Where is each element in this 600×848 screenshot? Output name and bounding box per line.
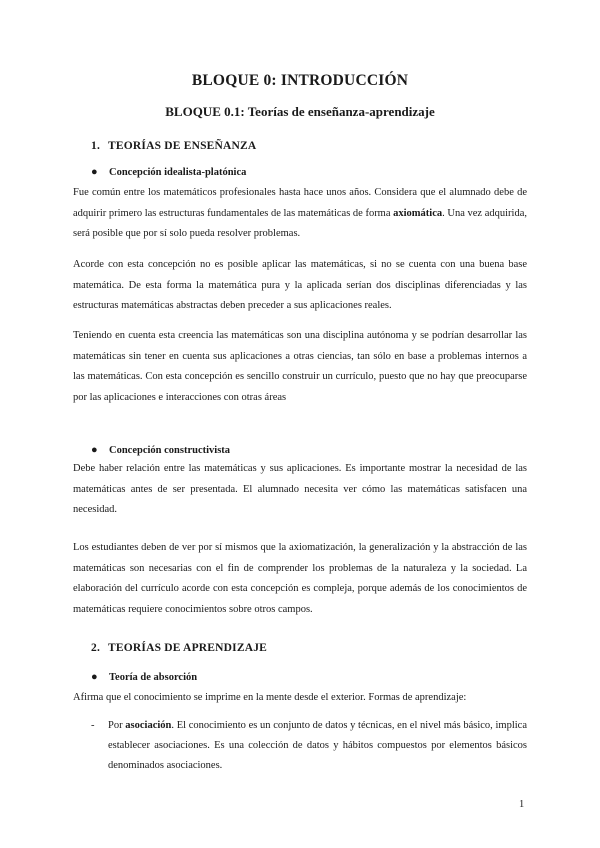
section-2-number: 2. (91, 642, 101, 654)
section-2-title: TEORÍAS DE APRENDIZAJE (108, 642, 268, 654)
paragraph-constructivista-2: Los estudiantes deben de ver por sí mismos que la axiomatización, la generalización y la abstracción de las matemáticas son necesarias con el fin de comprender los problemas de la naturaleza y la sociedad. La elaboración del currículo acorde con esta concepción es compleja, porque además de los conocimientos de matemáticas requiere conocimientos sobre otros campos. (73, 542, 527, 615)
document-title: BLOQUE 0: INTRODUCCIÓN (191, 72, 409, 89)
bold-term: axiomática (393, 207, 443, 219)
bullet-label: Concepción constructivista (109, 445, 231, 456)
paragraph-idealista-1: Fue común entre los matemáticos profesionales hasta hace unos años. Considera que el alumnado debe de adquirir primero las estructuras fundamentales de las matemáticas de forma axiomática. Una vez adquirida, será posible que por sí solo pueda resolver problemas. (73, 187, 527, 239)
bullet-icon: ● (91, 444, 98, 456)
list-item-text: Por asociación. El conocimiento es un conjunto de datos y técnicas, en el nivel más básico, implica establecer asociaciones. Es una colección de datos y hábitos compuestos por elementos básicos denominados asociaciones. (108, 720, 527, 771)
bullet-label: Teoría de absorción (109, 672, 198, 683)
bullet-label: Concepción idealista-platónica (109, 167, 247, 178)
bullet-icon: ● (91, 166, 98, 178)
paragraph-absorcion-1: Afirma que el conocimiento se imprime en la mente desde el exterior. Formas de aprendizaje: (73, 692, 467, 703)
bullet-icon: ● (91, 671, 98, 683)
section-1-title: TEORÍAS DE ENSEÑANZA (108, 140, 257, 152)
paragraph-idealista-2: Acorde con esta concepción no es posible aplicar las matemáticas, si no se cuenta con una buena base matemática. De esta forma la matemática pura y la aplicada serían dos disciplinas diferenciadas y las estructuras matemáticas abstractas deben preceder a sus aplicaciones reales. (73, 259, 527, 311)
paragraph-constructivista-1: Debe haber relación entre las matemáticas y sus aplicaciones. Es importante mostrar la necesidad de las matemáticas antes de ser presentada. El alumnado necesita ver cómo las matemáticas satisfacen una necesidad. (73, 463, 527, 515)
page-number: 1 (519, 799, 525, 810)
paragraph-idealista-3: Teniendo en cuenta esta creencia las matemáticas son una disciplina autónoma y se podrían desarrollar las matemáticas sin tener en cuenta sus aplicaciones a otras ciencias, tan sólo en base a problemas internos a las matemáticas. Con esta concepción es sencillo construir un currículo, puesto que no hay que preocuparse por las aplicaciones e interacciones con otras áreas (73, 330, 527, 403)
bold-term: asociación (125, 720, 172, 731)
dash-marker: - (91, 720, 95, 731)
section-1-number: 1. (91, 140, 101, 152)
document-subtitle: BLOQUE 0.1: Teorías de enseñanza-aprendizaje (165, 104, 435, 119)
